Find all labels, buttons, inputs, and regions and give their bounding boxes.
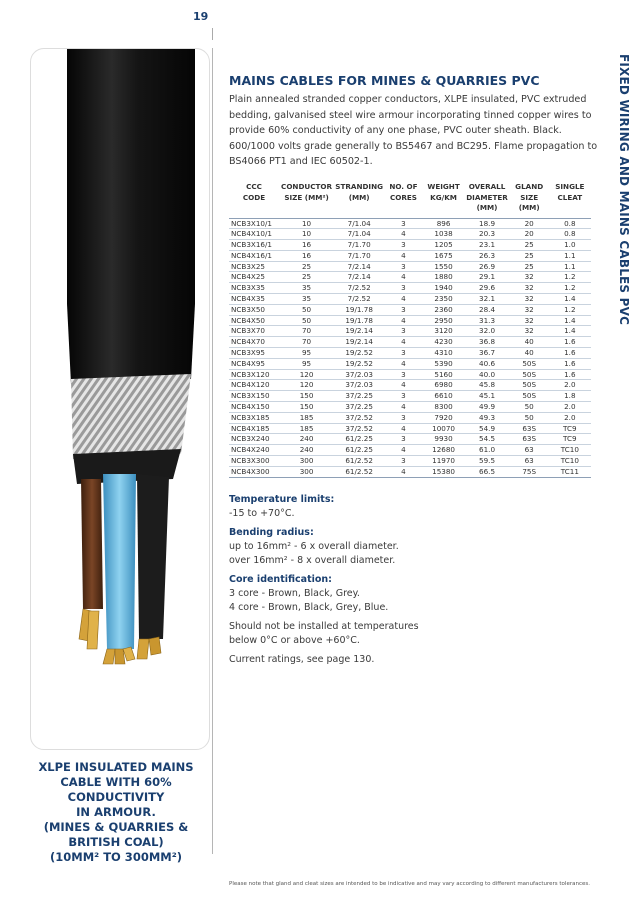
table-cell: 32 xyxy=(510,326,549,337)
table-cell: 23.1 xyxy=(464,240,509,251)
table-cell: 37/2.52 xyxy=(334,423,384,434)
table-row xyxy=(229,380,591,391)
table-cell: NCB4X150 xyxy=(229,402,279,413)
table-cell: 50S xyxy=(510,369,549,380)
table-cell: 3 xyxy=(384,261,423,272)
steel-wire-armour xyxy=(71,374,191,459)
table-cell: 896 xyxy=(423,218,465,229)
table-cell: 6610 xyxy=(423,391,465,402)
table-cell: 32 xyxy=(510,294,549,305)
table-cell: 1.4 xyxy=(549,315,591,326)
table-row xyxy=(229,294,591,305)
table-cell: 185 xyxy=(279,423,334,434)
table-cell: 1.2 xyxy=(549,304,591,315)
table-cell: 59.5 xyxy=(464,456,509,467)
temperature-heading: Temperature limits: xyxy=(229,494,335,505)
table-cell: 32 xyxy=(510,304,549,315)
table-cell: 4 xyxy=(384,294,423,305)
table-cell: 120 xyxy=(279,380,334,391)
table-cell: NCB4X240 xyxy=(229,445,279,456)
table-cell: 26.3 xyxy=(464,250,509,261)
table-cell: 63S xyxy=(510,423,549,434)
table-cell: 40 xyxy=(510,348,549,359)
table-cell: NCB3X185 xyxy=(229,412,279,423)
table-cell: 3 xyxy=(384,240,423,251)
table-cell: 4 xyxy=(384,315,423,326)
core-line: 4 core - Brown, Black, Grey, Blue. xyxy=(229,602,389,613)
table-cell: 1.2 xyxy=(549,283,591,294)
table-row xyxy=(229,348,591,359)
table-cell: 19/2.52 xyxy=(334,348,384,359)
table-cell: 50S xyxy=(510,380,549,391)
table-cell: 2.0 xyxy=(549,412,591,423)
table-cell: 1205 xyxy=(423,240,465,251)
outer-sheath xyxy=(67,49,195,304)
ratings-text: Current ratings, see page 130. xyxy=(229,654,375,665)
table-cell: 185 xyxy=(279,412,334,423)
core-brown xyxy=(81,479,103,609)
table-cell: 2950 xyxy=(423,315,465,326)
table-cell: 18.9 xyxy=(464,218,509,229)
table-cell: 20 xyxy=(510,218,549,229)
table-cell: 37/2.03 xyxy=(334,369,384,380)
table-row xyxy=(229,391,591,402)
table-row xyxy=(229,218,591,229)
table-cell: 4 xyxy=(384,272,423,283)
table-cell: 7/1.04 xyxy=(334,218,384,229)
table-cell: 50 xyxy=(510,412,549,423)
table-cell: 19/1.78 xyxy=(334,315,384,326)
table-cell: NCB4X25 xyxy=(229,272,279,283)
caption-line: CONDUCTIVITY xyxy=(67,790,165,804)
table-cell: 40.6 xyxy=(464,358,509,369)
top-rule xyxy=(212,28,213,40)
header-conductor-size: CONDUCTOR SIZE (MM²) xyxy=(279,180,334,218)
table-cell: 54.5 xyxy=(464,434,509,445)
table-cell: 7/1.04 xyxy=(334,229,384,240)
page-title: MAINS CABLES FOR MINES & QUARRIES PVC xyxy=(229,73,540,88)
table-cell: NCB3X16/1 xyxy=(229,240,279,251)
table-cell: 1.6 xyxy=(549,369,591,380)
table-cell: 61.0 xyxy=(464,445,509,456)
table-cell: 10 xyxy=(279,229,334,240)
header-overall-diameter: OVERALL DIAMETER (MM) xyxy=(464,180,509,218)
side-section-title: FIXED WIRING AND MAINS CABLES PVC xyxy=(617,54,631,326)
table-cell: 1.6 xyxy=(549,337,591,348)
product-description: Plain annealed stranded copper conductors, XLPE insulated, PVC extruded bedding, galvanised steel wire armour incorporating tinned copper wires to provide 60% conductivity of any one phase, PVC outer sheath. Black. 600/1000 volts grade generally to BS5467 and BC295. Flame propagation to BS4066 PT1 and IEC 60502-1. xyxy=(229,94,598,167)
core-line: 3 core - Brown, Black, Grey. xyxy=(229,588,360,599)
table-cell: NCB4X300 xyxy=(229,466,279,477)
table-cell: 19/2.14 xyxy=(334,326,384,337)
table-row xyxy=(229,369,591,380)
cable-notes xyxy=(229,493,419,672)
footnote: Please note that gland and cleat sizes are intended to be indicative and may vary according to different manufacturers tolerances. xyxy=(229,881,590,887)
table-header-row xyxy=(229,180,591,218)
table-row xyxy=(229,358,591,369)
table-cell: NCB3X35 xyxy=(229,283,279,294)
table-cell: 36.7 xyxy=(464,348,509,359)
table-cell: 75S xyxy=(510,466,549,477)
table-cell: 3 xyxy=(384,218,423,229)
core-blue xyxy=(103,474,136,649)
table-cell: 1880 xyxy=(423,272,465,283)
table-cell: 25 xyxy=(510,250,549,261)
table-row xyxy=(229,326,591,337)
table-cell: NCB3X95 xyxy=(229,348,279,359)
table-row xyxy=(229,412,591,423)
header-ccc-code: CCC CODE xyxy=(229,180,279,218)
table-cell: 54.9 xyxy=(464,423,509,434)
table-cell: 3 xyxy=(384,412,423,423)
table-cell: 2.0 xyxy=(549,380,591,391)
table-cell: 4 xyxy=(384,229,423,240)
table-cell: 4 xyxy=(384,337,423,348)
table-cell: 37/2.25 xyxy=(334,402,384,413)
table-cell: 1.1 xyxy=(549,250,591,261)
core-heading: Core identification: xyxy=(229,574,332,585)
caption-line: IN ARMOUR. xyxy=(76,805,156,819)
table-cell: 32.1 xyxy=(464,294,509,305)
table-cell: 20.3 xyxy=(464,229,509,240)
table-cell: NCB3X150 xyxy=(229,391,279,402)
table-cell: 25 xyxy=(510,240,549,251)
table-cell: 0.8 xyxy=(549,229,591,240)
table-cell: 45.1 xyxy=(464,391,509,402)
table-cell: 25 xyxy=(279,261,334,272)
table-cell: 150 xyxy=(279,402,334,413)
table-cell: 8300 xyxy=(423,402,465,413)
table-cell: 7/2.14 xyxy=(334,261,384,272)
table-cell: 4 xyxy=(384,250,423,261)
table-cell: NCB4X16/1 xyxy=(229,250,279,261)
table-cell: 61/2.25 xyxy=(334,445,384,456)
table-cell: 1.4 xyxy=(549,326,591,337)
table-cell: 50 xyxy=(510,402,549,413)
caption-line: CABLE WITH 60% xyxy=(60,775,172,789)
table-cell: 5160 xyxy=(423,369,465,380)
table-cell: 29.6 xyxy=(464,283,509,294)
table-cell: TC11 xyxy=(549,466,591,477)
table-cell: 31.3 xyxy=(464,315,509,326)
table-cell: 49.3 xyxy=(464,412,509,423)
table-cell: 16 xyxy=(279,240,334,251)
table-cell: 29.1 xyxy=(464,272,509,283)
table-cell: NCB3X25 xyxy=(229,261,279,272)
table-cell: 3 xyxy=(384,391,423,402)
table-cell: NCB4X185 xyxy=(229,423,279,434)
table-cell: NCB3X300 xyxy=(229,456,279,467)
table-cell: 4 xyxy=(384,445,423,456)
header-weight: WEIGHT KG/KM xyxy=(423,180,465,218)
table-row xyxy=(229,304,591,315)
table-cell: 300 xyxy=(279,466,334,477)
table-cell: 35 xyxy=(279,283,334,294)
caption-line: (10MM² TO 300MM²) xyxy=(50,850,182,864)
table-cell: 7920 xyxy=(423,412,465,423)
table-cell: 25 xyxy=(510,261,549,272)
table-cell: 95 xyxy=(279,358,334,369)
table-cell: 1.1 xyxy=(549,261,591,272)
table-cell: 95 xyxy=(279,348,334,359)
table-body xyxy=(229,218,591,477)
table-row xyxy=(229,250,591,261)
table-cell: 7/1.70 xyxy=(334,250,384,261)
table-row xyxy=(229,445,591,456)
header-no-of-cores: NO. OF CORES xyxy=(384,180,423,218)
header-stranding: STRANDING (MM) xyxy=(334,180,384,218)
table-cell: NCB3X120 xyxy=(229,369,279,380)
caption-line: (MINES & QUARRIES & xyxy=(43,820,189,834)
table-cell: NCB3X70 xyxy=(229,326,279,337)
table-cell: 3 xyxy=(384,456,423,467)
table-cell: 4 xyxy=(384,358,423,369)
table-cell: 40.0 xyxy=(464,369,509,380)
header-gland-size: GLAND SIZE (MM) xyxy=(510,180,549,218)
table-cell: 3 xyxy=(384,283,423,294)
table-cell: 3 xyxy=(384,369,423,380)
table-row xyxy=(229,456,591,467)
table-cell: 1.6 xyxy=(549,358,591,369)
table-cell: 26.9 xyxy=(464,261,509,272)
table-row xyxy=(229,423,591,434)
table-row xyxy=(229,466,591,477)
table-cell: 3 xyxy=(384,304,423,315)
table-cell: 61/2.25 xyxy=(334,434,384,445)
table-cell: TC10 xyxy=(549,445,591,456)
table-cell: 4230 xyxy=(423,337,465,348)
table-cell: 70 xyxy=(279,337,334,348)
caption-line: XLPE INSULATED MAINS xyxy=(38,760,194,774)
table-cell: 150 xyxy=(279,391,334,402)
table-cell: 7/1.70 xyxy=(334,240,384,251)
table-cell: 45.8 xyxy=(464,380,509,391)
table-cell: 37/2.25 xyxy=(334,391,384,402)
table-cell: 3 xyxy=(384,434,423,445)
table-cell: 2.0 xyxy=(549,402,591,413)
table-cell: 10 xyxy=(279,218,334,229)
table-cell: 2350 xyxy=(423,294,465,305)
table-cell: 120 xyxy=(279,369,334,380)
table-cell: 15380 xyxy=(423,466,465,477)
table-cell: 19/1.78 xyxy=(334,304,384,315)
table-cell: 61/2.52 xyxy=(334,456,384,467)
table-row xyxy=(229,434,591,445)
table-cell: 63S xyxy=(510,434,549,445)
table-cell: 240 xyxy=(279,434,334,445)
table-cell: 1940 xyxy=(423,283,465,294)
column-divider xyxy=(212,48,213,854)
table-cell: 1550 xyxy=(423,261,465,272)
page-number: 19 xyxy=(193,10,209,23)
table-cell: 16 xyxy=(279,250,334,261)
table-cell: 1.6 xyxy=(549,348,591,359)
table-cell: 4310 xyxy=(423,348,465,359)
table-cell: 66.5 xyxy=(464,466,509,477)
table-cell: 1.2 xyxy=(549,272,591,283)
table-cell: NCB4X95 xyxy=(229,358,279,369)
table-cell: 1038 xyxy=(423,229,465,240)
table-cell: 10070 xyxy=(423,423,465,434)
table-cell: 2360 xyxy=(423,304,465,315)
table-cell: 19/2.14 xyxy=(334,337,384,348)
table-cell: 50S xyxy=(510,358,549,369)
table-cell: 7/2.52 xyxy=(334,283,384,294)
table-cell: 1.0 xyxy=(549,240,591,251)
core-black xyxy=(137,474,169,639)
table-cell: 7/2.52 xyxy=(334,294,384,305)
table-row xyxy=(229,261,591,272)
table-cell: 6980 xyxy=(423,380,465,391)
install-text: Should not be installed at temperatures below 0°C or above +60°C. xyxy=(229,621,419,646)
table-cell: 35 xyxy=(279,294,334,305)
table-cell: 32 xyxy=(510,283,549,294)
table-cell: TC9 xyxy=(549,423,591,434)
table-cell: NCB4X35 xyxy=(229,294,279,305)
outer-sheath-end xyxy=(67,304,195,384)
table-cell: 1.4 xyxy=(549,294,591,305)
table-cell: 1.8 xyxy=(549,391,591,402)
table-cell: TC10 xyxy=(549,456,591,467)
table-cell: 12680 xyxy=(423,445,465,456)
table-cell: 0.8 xyxy=(549,218,591,229)
table-cell: 32 xyxy=(510,272,549,283)
caption-line: BRITISH COAL) xyxy=(68,835,164,849)
table-cell: 4 xyxy=(384,402,423,413)
cable-illustration xyxy=(30,48,210,750)
table-row xyxy=(229,402,591,413)
table-cell: TC9 xyxy=(549,434,591,445)
table-cell: 1675 xyxy=(423,250,465,261)
table-cell: 50 xyxy=(279,304,334,315)
table-row xyxy=(229,240,591,251)
table-cell: 36.8 xyxy=(464,337,509,348)
bending-line: over 16mm² - 8 x overall diameter. xyxy=(229,555,396,566)
table-cell: 37/2.03 xyxy=(334,380,384,391)
table-cell: 20 xyxy=(510,229,549,240)
table-cell: NCB3X240 xyxy=(229,434,279,445)
header-single-cleat: SINGLE CLEAT xyxy=(549,180,591,218)
temperature-text: -15 to +70°C. xyxy=(229,508,295,519)
table-cell: 40 xyxy=(510,337,549,348)
table-cell: 4 xyxy=(384,466,423,477)
table-cell: NCB4X120 xyxy=(229,380,279,391)
table-cell: 50 xyxy=(279,315,334,326)
table-cell: 25 xyxy=(279,272,334,283)
table-row xyxy=(229,337,591,348)
bending-line: up to 16mm² - 6 x overall diameter. xyxy=(229,541,399,552)
table-cell: 50S xyxy=(510,391,549,402)
table-cell: NCB4X10/1 xyxy=(229,229,279,240)
specification-table xyxy=(229,180,591,478)
table-cell: 3 xyxy=(384,348,423,359)
table-cell: 3 xyxy=(384,326,423,337)
table-cell: 240 xyxy=(279,445,334,456)
table-cell: 4 xyxy=(384,423,423,434)
table-cell: 19/2.52 xyxy=(334,358,384,369)
table-cell: 70 xyxy=(279,326,334,337)
table-row xyxy=(229,315,591,326)
table-cell: 3120 xyxy=(423,326,465,337)
table-cell: NCB3X10/1 xyxy=(229,218,279,229)
table-cell: 28.4 xyxy=(464,304,509,315)
table-cell: 9930 xyxy=(423,434,465,445)
table-cell: 61/2.52 xyxy=(334,466,384,477)
table-cell: NCB4X50 xyxy=(229,315,279,326)
table-cell: NCB3X50 xyxy=(229,304,279,315)
table-row xyxy=(229,283,591,294)
table-cell: 300 xyxy=(279,456,334,467)
cable-drawing xyxy=(31,49,209,749)
table-row xyxy=(229,229,591,240)
table-cell: 63 xyxy=(510,445,549,456)
table-cell: NCB4X70 xyxy=(229,337,279,348)
table-cell: 49.9 xyxy=(464,402,509,413)
table-cell: 63 xyxy=(510,456,549,467)
cable-caption xyxy=(36,760,196,865)
table-row xyxy=(229,272,591,283)
table-cell: 11970 xyxy=(423,456,465,467)
table-cell: 32 xyxy=(510,315,549,326)
table-cell: 7/2.14 xyxy=(334,272,384,283)
table-cell: 37/2.52 xyxy=(334,412,384,423)
table-cell: 5390 xyxy=(423,358,465,369)
bending-heading: Bending radius: xyxy=(229,527,314,538)
table-cell: 32.0 xyxy=(464,326,509,337)
table-cell: 4 xyxy=(384,380,423,391)
